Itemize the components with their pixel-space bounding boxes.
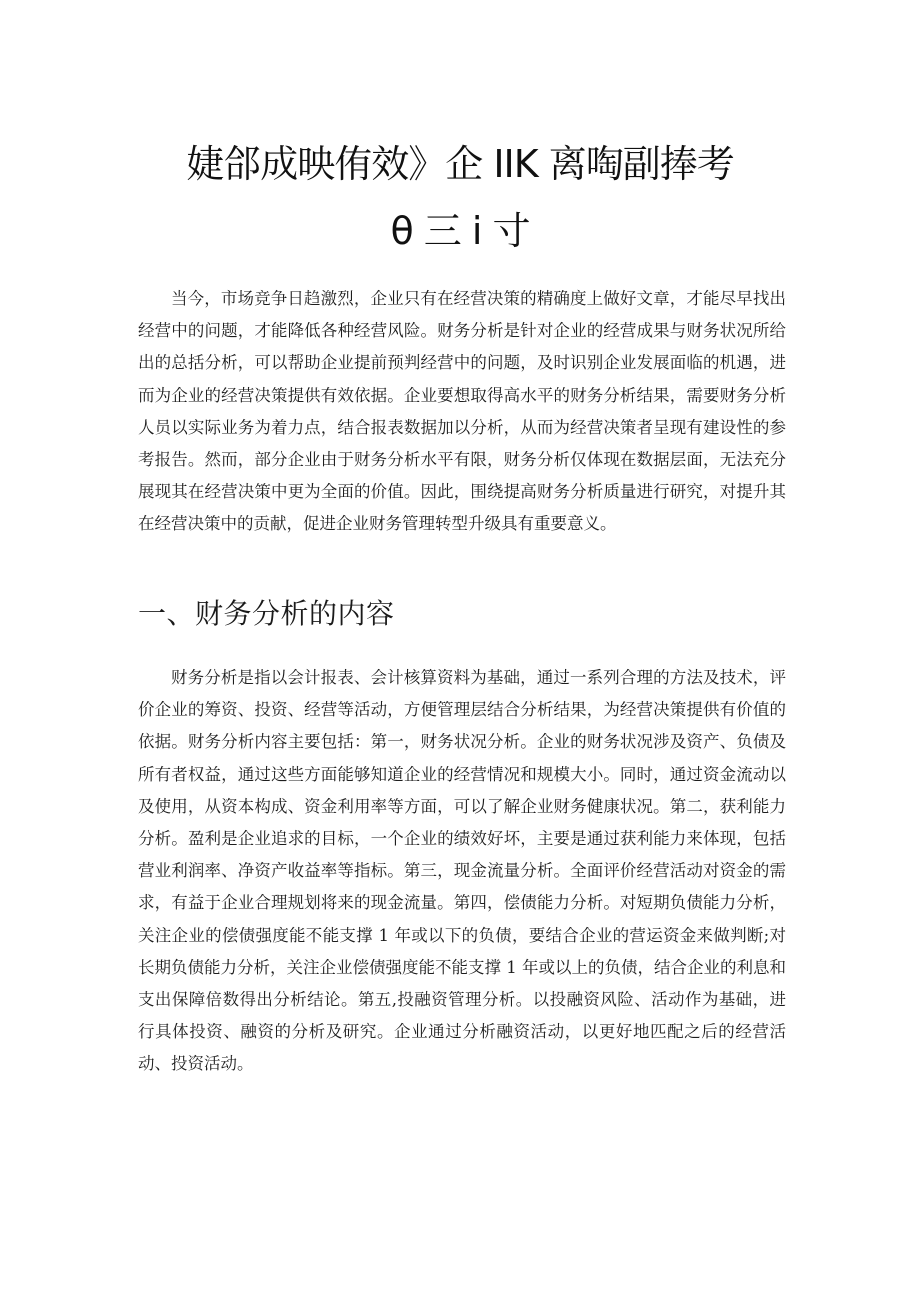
document-title-line-1: 婕郃成映侑效》企 IIK 离啕副捧考	[186, 142, 734, 186]
section-heading-1: 一、财务分析的内容	[138, 597, 395, 630]
section-1-paragraph: 财务分析是指以会计报表、会计核算资料为基础，通过一系列合理的方法及技术，评价企业的筹资、投资、经营等活动，方便管理层结合分析结果，为经营决策提供有价值的依据。财务分析内容主要包括：第一，财务状况分析。企业的财务状况涉及资产、负债及所有者权益，通过这些方面能够知道企业的经营情况和规模大小。同时，通过资金流动以及使用，从资本构成、资金利用率等方面，可以了解企业财务健康状况。第二，获利能力分析。盈利是企业追求的目标，一个企业的绩效好坏，主要是通过获利能力来体现，包括营业利润率、净资产收益率等指标。第三，现金流量分析。全面评价经营活动对资金的需求，有益于企业合理规划将来的现金流量。第四，偿债能力分析。对短期负债能力分析，关注企业的偿债强度能不能支撑 1 年或以下的负债，要结合企业的营运资金来做判断;对长期负债能力分析，关注企业偿债强度能不能支撑 1 年或以上的负债，结合企业的利息和支出保障倍数得出分析结论。第五,投融资管理分析。以投融资风险、活动作为基础，进行具体投资、融资的分析及研究。企业通过分析融资活动，以更好地匹配之后的经营活动、投资活动。	[138, 668, 786, 1074]
document-title-line-2: θ 三 i 寸	[390, 209, 530, 253]
intro-paragraph: 当今，市场竞争日趋激烈，企业只有在经营决策的精确度上做好文章，才能尽早找出经营中的问题，才能降低各种经营风险。财务分析是针对企业的经营成果与财务状况所给出的总括分析，可以帮助企业提前预判经营中的问题，及时识别企业发展面临的机遇，进而为企业的经营决策提供有效依据。企业要想取得高水平的财务分析结果，需要财务分析人员以实际业务为着力点，结合报表数据加以分析，从而为经营决策者呈现有建设性的参考报告。然而，部分企业由于财务分析水平有限，财务分析仅体现在数据层面，无法充分展现其在经营决策中更为全面的价值。因此，围绕提高财务分析质量进行研究，对提升其在经营决策中的贡献，促进企业财务管理转型升级具有重要意义。	[138, 289, 786, 534]
